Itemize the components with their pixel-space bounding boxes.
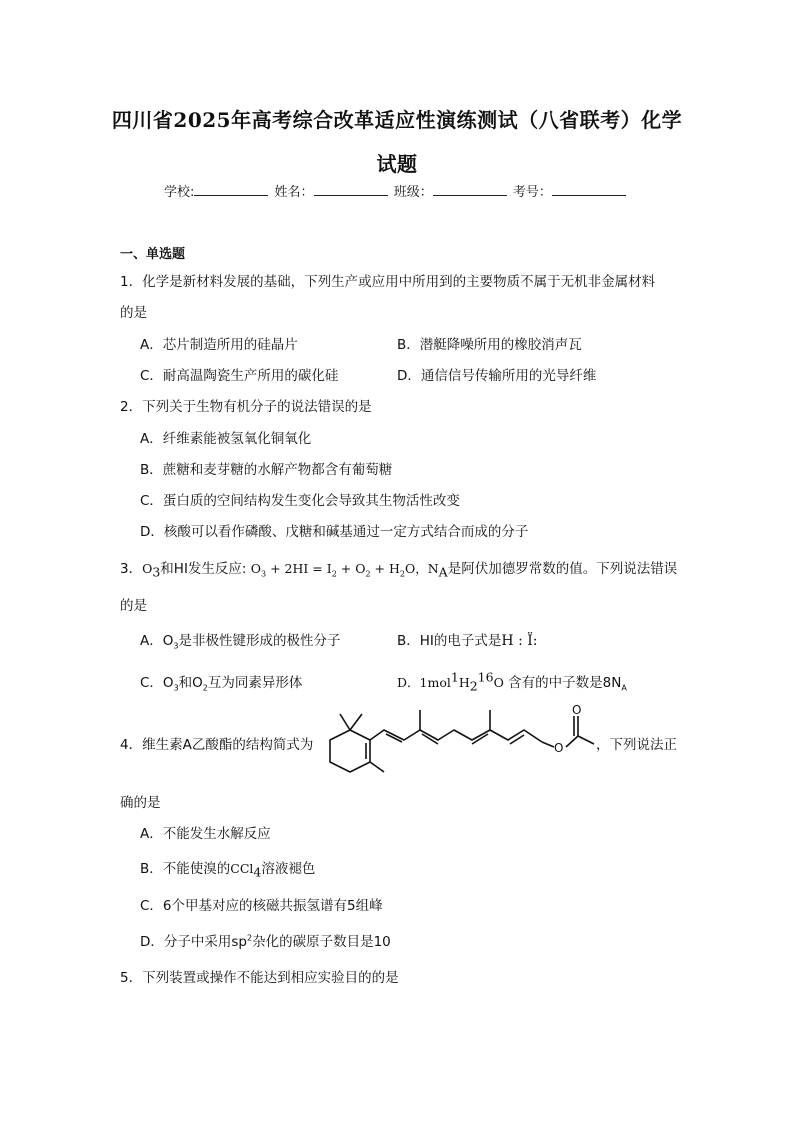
page-title: 四川省2025年高考综合改革适应性演练测试（八省联考）化学 <box>111 108 683 132</box>
q1-option-b[interactable]: B．潜艇降噪所用的橡胶消声瓦 <box>397 337 582 353</box>
exam-number-label: 考号： <box>512 185 552 200</box>
q2-option-a[interactable]: A．纤维素能被氢氧化铜氧化 <box>140 431 312 447</box>
ester-bonds <box>542 736 594 747</box>
ring-methyl-bond <box>370 762 384 772</box>
q3-equation: $O_3 + 2HI = I_2 + O_2 + H_2O$， <box>250 561 428 579</box>
q4-stem-tail: ，下列说法正 <box>596 737 677 753</box>
q4-stem: 4．维生素A乙酸酯的结构简式为 <box>120 737 314 753</box>
student-info-row <box>164 181 628 200</box>
gem-dimethyl-bonds <box>340 714 362 730</box>
ester-oxygen-label: O <box>554 741 564 755</box>
q1-option-d[interactable]: D．通信信号传输所用的光导纤维 <box>397 368 597 384</box>
q3-stem: 3．$O_3$和HI发生反应: $O_3 + 2HI = I_2 + O_2 + H_2O$，$N_A$是阿伏加德罗常数的值。下列说法错误 <box>120 561 678 580</box>
page-title-line2: 试题 <box>376 152 418 176</box>
class-field[interactable] <box>433 182 507 196</box>
q4-option-b[interactable]: B．不能使溴的CCl$_4$溶液褪色 <box>140 861 316 880</box>
class-label: 班级： <box>393 185 433 200</box>
q3-option-d[interactable]: D．$1mol^1H_2^{16}O$ 含有的中子数是$8N_A$ <box>397 669 627 694</box>
q2-option-b[interactable]: B．蔗糖和麦芽糖的水解产物都含有葡萄糖 <box>140 462 393 478</box>
school-label: 学校: <box>164 185 195 200</box>
name-label: 姓名： <box>274 185 314 200</box>
q3-option-c[interactable]: C．$O_3$和$O_2$互为同素异形体 <box>140 675 303 693</box>
vitamin-a-acetate-structure <box>322 700 612 780</box>
q5-stem: 5．下列装置或操作不能达到相应实验目的的是 <box>120 970 399 986</box>
carbonyl-oxygen-label: O <box>572 703 582 717</box>
hi-electron-formula: H : Ï: <box>501 633 538 649</box>
q3-option-a[interactable]: A．$O_3$是非极性键形成的极性分子 <box>140 633 341 651</box>
q2-stem: 2．下列关于生物有机分子的说法错误的是 <box>120 399 372 415</box>
q4-option-a[interactable]: A．不能发生水解反应 <box>140 826 271 842</box>
q1-stem-line2: 的是 <box>120 305 147 321</box>
q1-stem: 1．化学是新材料发展的基础，下列生产或应用中所用到的主要物质不属于无机非金属材料 <box>120 274 656 290</box>
q1-option-a[interactable]: A．芯片制造所用的硅晶片 <box>140 337 298 353</box>
q4-option-c[interactable]: C．6个甲基对应的核磁共振氢谱有5组峰 <box>140 898 383 914</box>
chain-methyl-bonds <box>420 710 490 730</box>
q2-option-d[interactable]: D．核酸可以看作磷酸、戊糖和碱基通过一定方式结合而成的分子 <box>140 524 529 540</box>
q3-option-b[interactable]: B．HI的电子式是H : Ï: <box>397 633 538 649</box>
carbonyl-bond <box>574 716 578 736</box>
section-heading: 一、单选题 <box>120 247 186 262</box>
q4-option-d[interactable]: D．分子中采用$sp^2$杂化的碳原子数目是10 <box>140 933 391 950</box>
q2-option-c[interactable]: C．蛋白质的空间结构发生变化会导致其生物活性改变 <box>140 493 460 509</box>
name-field[interactable] <box>314 182 388 196</box>
q1-option-c[interactable]: C．耐高温陶瓷生产所用的碳化硅 <box>140 368 339 384</box>
school-field[interactable] <box>194 182 268 196</box>
exam-number-field[interactable] <box>552 182 626 196</box>
q4-stem-line2: 确的是 <box>120 795 161 811</box>
q3-stem-line2: 的是 <box>120 598 147 614</box>
ring-bonds <box>330 730 370 772</box>
